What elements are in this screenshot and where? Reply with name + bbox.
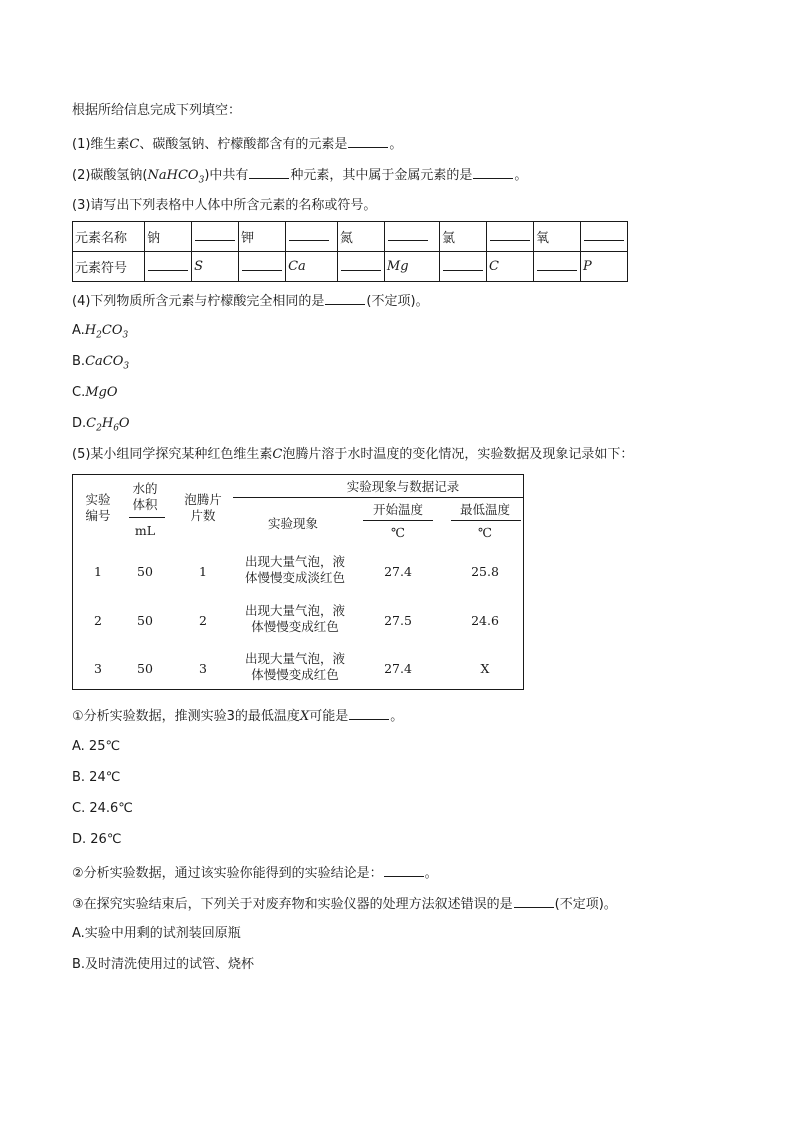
formula: CaCO — [85, 354, 124, 369]
element-name-blank[interactable] — [145, 252, 192, 282]
question-4 — [72, 292, 429, 310]
q1-text: (1)维生素 — [72, 137, 130, 152]
element-name-cell: 氯 — [439, 222, 486, 252]
row-label-symbol: 元素符号 — [73, 252, 145, 282]
q1-var: C — [129, 137, 140, 152]
table-cell: 1 — [94, 564, 102, 579]
header-start-unit: ℃ — [391, 525, 405, 540]
header-underline — [363, 520, 433, 521]
q4-text-2: (不定项)。 — [366, 294, 429, 309]
table-cell: 出现大量气泡，液 体慢慢变成淡红色 — [244, 554, 345, 585]
question-5-1 — [72, 707, 403, 725]
element-symbol-cell: C — [486, 252, 533, 282]
question-2 — [72, 166, 527, 189]
q1-text-2: 、碳酸氢钠、柠檬酸都含有的元素是 — [139, 137, 348, 152]
q4-text: (4)下列物质所含元素与柠檬酸完全相同的是 — [72, 294, 325, 309]
table-cell: 2 — [199, 613, 207, 628]
element-symbol-blank[interactable] — [384, 222, 439, 252]
header-group: 实验现象与数据记录 — [346, 479, 460, 494]
header-underline — [129, 517, 165, 518]
q2-end: 。 — [514, 168, 528, 183]
q5-1-answer-blank[interactable] — [349, 707, 389, 720]
table-cell: 50 — [137, 613, 153, 628]
element-symbol-blank[interactable] — [580, 222, 627, 252]
q4-option-c[interactable] — [72, 385, 118, 401]
q5-text: (5)某小组同学探究某种红色维生素 — [72, 447, 273, 462]
option-label: D. — [72, 416, 87, 431]
q2-text-2: )中共有 — [204, 168, 249, 183]
element-table — [72, 221, 628, 282]
q5-1-option-a[interactable]: A. 25℃ — [72, 739, 121, 754]
q5-1-option-b[interactable]: B. 24℃ — [72, 770, 121, 785]
table-cell: 2 — [94, 613, 102, 628]
q5-1-option-c[interactable]: C. 24.6℃ — [72, 801, 133, 816]
element-name-cell: 氧 — [533, 222, 580, 252]
element-name-blank[interactable] — [439, 252, 486, 282]
header-min-temp: 最低温度 — [459, 502, 510, 517]
q1-end: 。 — [389, 137, 403, 152]
q5-1-text-2: 可能是 — [309, 709, 349, 724]
table-cell: 27.5 — [384, 613, 412, 628]
element-name-cell: 钠 — [145, 222, 192, 252]
formula: H — [84, 323, 97, 338]
table-cell: 出现大量气泡，液 体慢慢变成红色 — [244, 603, 345, 634]
intro-text: 根据所给信息完成下列填空： — [72, 103, 242, 118]
table-cell: 27.4 — [384, 661, 412, 676]
formula: MgO — [85, 385, 118, 400]
q5-2-answer-blank[interactable] — [384, 864, 424, 877]
q2-formula: NaHCO — [147, 168, 199, 183]
option-label: A. — [72, 323, 85, 338]
option-label: C. — [72, 385, 86, 400]
header-id: 实验 编号 — [85, 492, 111, 523]
q5-text-2: 泡腾片溶于水时温度的变化情况，实验数据及现象记录如下： — [282, 447, 634, 462]
q2-answer-blank-2[interactable] — [473, 166, 513, 179]
element-name-blank[interactable] — [239, 252, 286, 282]
formula-sub: 3 — [123, 361, 130, 372]
q5-var: C — [272, 447, 283, 462]
q5-2-end: 。 — [424, 866, 438, 881]
q5-1-option-d[interactable]: D. 26℃ — [72, 832, 122, 847]
question-3: (3)请写出下列表格中人体中所含元素的名称或符号。 — [72, 198, 377, 213]
question-5 — [72, 447, 633, 463]
q5-3-text: ③在探究实验结束后，下列关于对废弃物和实验仪器的处理方法叙述错误的是 — [72, 897, 513, 912]
header-underline — [451, 520, 521, 521]
formula-sub: 2 — [96, 423, 102, 434]
q5-1-text: ①分析实验数据，推测实验3的最低温度 — [72, 709, 300, 724]
q5-2-text: ②分析实验数据，通过该实验你能得到的实验结论是： — [72, 866, 383, 881]
option-label: B. — [72, 354, 86, 369]
formula-sub: 6 — [113, 423, 119, 434]
q4-option-d[interactable] — [72, 416, 130, 437]
row-label-name: 元素名称 — [73, 222, 145, 252]
header-water-unit: mL — [134, 523, 156, 538]
q2-text: (2)碳酸氢钠( — [72, 168, 148, 183]
question-1 — [72, 135, 402, 153]
q4-option-a[interactable] — [72, 323, 128, 344]
formula: CO — [101, 323, 123, 338]
element-symbol-cell: S — [192, 252, 239, 282]
formula: H — [101, 416, 114, 431]
table-cell: 3 — [94, 661, 102, 676]
element-symbol-cell: P — [580, 252, 627, 282]
table-cell: 出现大量气泡，液 体慢慢变成红色 — [244, 651, 345, 682]
header-start-temp: 开始温度 — [372, 502, 423, 517]
question-5-3 — [72, 895, 617, 913]
table-cell: 24.6 — [471, 613, 499, 628]
element-symbol-row — [73, 252, 628, 282]
table-cell: 50 — [137, 661, 153, 676]
q2-answer-blank-1[interactable] — [249, 166, 289, 179]
header-min-unit: ℃ — [478, 525, 492, 540]
q1-answer-blank[interactable] — [348, 135, 388, 148]
element-name-cell: 氮 — [337, 222, 384, 252]
table-cell: 27.4 — [384, 564, 412, 579]
element-symbol-blank[interactable] — [192, 222, 239, 252]
question-5-2 — [72, 864, 438, 882]
q5-1-end: 。 — [390, 709, 404, 724]
formula-sub: 3 — [122, 330, 129, 341]
header-group-rule — [233, 497, 523, 498]
q5-3-answer-blank[interactable] — [514, 895, 554, 908]
header-water: 水的 体积 — [132, 481, 158, 512]
header-phenomenon: 实验现象 — [267, 516, 318, 531]
formula: C — [86, 416, 97, 431]
table-cell: X — [480, 661, 490, 676]
q5-1-var: X — [299, 709, 310, 724]
element-symbol-blank[interactable] — [286, 222, 338, 252]
table-cell: 50 — [137, 564, 153, 579]
table-cell: 1 — [199, 564, 207, 579]
q5-3-text-2: (不定项)。 — [554, 897, 617, 912]
q5-3-option-b[interactable]: B.及时清洗使用过的试管、烧杯 — [72, 957, 255, 972]
header-tablets: 泡腾片 片数 — [184, 492, 222, 523]
table-cell: 3 — [199, 661, 207, 676]
q4-option-b[interactable] — [72, 354, 129, 375]
element-name-row — [73, 222, 628, 252]
formula: O — [118, 416, 130, 431]
element-symbol-cell: Mg — [384, 252, 439, 282]
q4-answer-blank[interactable] — [325, 292, 365, 305]
element-name-blank[interactable] — [533, 252, 580, 282]
element-name-blank[interactable] — [337, 252, 384, 282]
experiment-table — [72, 474, 524, 690]
q2-text-3: 种元素，其中属于金属元素的是 — [290, 168, 473, 183]
element-name-cell: 钾 — [239, 222, 286, 252]
element-symbol-cell: Ca — [286, 252, 338, 282]
table-cell: 25.8 — [471, 564, 499, 579]
element-symbol-blank[interactable] — [486, 222, 533, 252]
formula-sub: 2 — [96, 330, 102, 341]
q2-formula-sub: 3 — [198, 175, 205, 186]
q5-3-option-a[interactable]: A.实验中用剩的试剂装回原瓶 — [72, 926, 241, 941]
